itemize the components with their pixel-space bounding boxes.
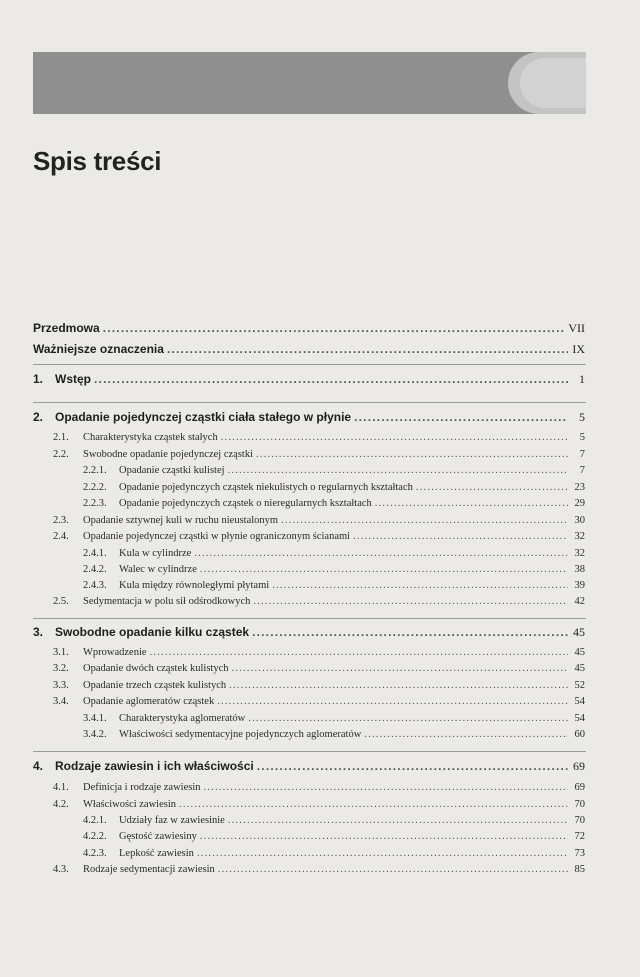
toc-leader-dots — [257, 759, 568, 773]
toc-entry-page: 42 — [574, 596, 585, 607]
toc-entry-page: 45 — [573, 625, 585, 639]
toc-entry-number: 3.1. — [53, 647, 69, 658]
toc-entry-page: 73 — [574, 848, 585, 859]
section-divider — [33, 364, 586, 365]
toc-entry-title: Właściwości sedymentacyjne pojedynczych aglomeratów — [119, 729, 362, 740]
toc-entry-number: 2.2.3. — [83, 498, 107, 509]
toc-entry-title: Opadanie dwóch cząstek kulistych — [83, 663, 229, 674]
toc-entry-page: 85 — [574, 864, 585, 875]
toc-leader-dots — [354, 410, 568, 424]
header-band-edge — [520, 58, 586, 108]
toc-entry-title: Wprowadzenie — [83, 647, 147, 658]
toc-leader-dots — [221, 432, 568, 443]
toc-entry-number: 4.2.1. — [83, 815, 107, 826]
toc-entry[interactable] — [33, 625, 585, 640]
toc-leader-dots — [103, 321, 566, 335]
toc-entry[interactable] — [33, 498, 585, 509]
toc-entry[interactable] — [33, 342, 585, 357]
section-divider — [33, 751, 586, 752]
toc-entry-page: 72 — [574, 831, 585, 842]
toc-leader-dots — [416, 482, 568, 493]
toc-entry-page: 39 — [574, 580, 585, 591]
toc-entry[interactable] — [33, 410, 585, 425]
toc-entry-page: 54 — [574, 696, 585, 707]
toc-entry-title: Rodzaje zawiesin i ich właściwości — [55, 759, 254, 773]
toc-entry[interactable] — [33, 548, 585, 559]
toc-leader-dots — [94, 372, 568, 386]
toc-entry[interactable] — [33, 482, 585, 493]
toc-entry-number: 2.2.2. — [83, 482, 107, 493]
toc-entry-title: Opadanie pojedynczych cząstek niekulistych o regularnych kształtach — [119, 482, 413, 493]
toc-leader-dots — [150, 647, 568, 658]
toc-entry[interactable] — [33, 515, 585, 526]
toc-entry-title: Charakterystyka cząstek stałych — [83, 432, 218, 443]
toc-entry-page: 52 — [574, 680, 585, 691]
toc-entry-title: Sedymentacja w polu sił odśrodkowych — [83, 596, 251, 607]
toc-entry[interactable] — [33, 663, 585, 674]
toc-entry-page: 69 — [574, 782, 585, 793]
toc-entry-page: 1 — [579, 372, 585, 386]
toc-leader-dots — [353, 531, 568, 542]
toc-entry-title: Udziały faz w zawiesinie — [119, 815, 225, 826]
toc-entry[interactable] — [33, 831, 585, 842]
toc-entry-title: Wstęp — [55, 372, 91, 386]
page-title: Spis treści — [33, 146, 162, 176]
toc-entry-title: Kula w cylindrze — [119, 548, 192, 559]
toc-entry-title: Definicja i rodzaje zawiesin — [83, 782, 201, 793]
toc-entry-title: Gęstość zawiesiny — [119, 831, 197, 842]
toc-entry[interactable] — [33, 729, 585, 740]
toc-entry[interactable] — [33, 759, 585, 774]
toc-entry-page: 23 — [574, 482, 585, 493]
toc-leader-dots — [253, 596, 568, 607]
toc-entry-title: Opadanie cząstki kulistej — [119, 465, 225, 476]
toc-entry-number: 2.2.1. — [83, 465, 107, 476]
toc-entry[interactable] — [33, 680, 585, 691]
toc-entry-page: 38 — [574, 564, 585, 575]
toc-entry[interactable] — [33, 647, 585, 658]
toc-leader-dots — [228, 465, 568, 476]
toc-entry-page: 5 — [579, 410, 585, 424]
toc-entry[interactable] — [33, 564, 585, 575]
toc-entry-page: 5 — [579, 432, 585, 443]
toc-entry[interactable] — [33, 372, 585, 387]
toc-entry-number: 4.2. — [53, 799, 69, 810]
toc-entry-number: 1. — [33, 372, 44, 386]
toc-entry[interactable] — [33, 321, 585, 336]
toc-entry-number: 2.4. — [53, 531, 69, 542]
toc-leader-dots — [364, 729, 568, 740]
toc-leader-dots — [200, 831, 568, 842]
toc-entry-page: 69 — [573, 759, 585, 773]
toc-entry-title: Lepkość zawiesin — [119, 848, 194, 859]
toc-entry-page: 30 — [574, 515, 585, 526]
toc-entry-number: 2.3. — [53, 515, 69, 526]
toc-entry-title: Opadanie pojedynczej cząstki ciała stałego w płynie — [55, 410, 352, 424]
toc-leader-dots — [229, 680, 568, 691]
toc-entry-number: 3.4.1. — [83, 713, 107, 724]
toc-entry[interactable] — [33, 782, 585, 793]
toc-entry-title: Walec w cylindrze — [119, 564, 197, 575]
toc-entry-page: 70 — [574, 815, 585, 826]
toc-entry-page: 32 — [574, 548, 585, 559]
toc-leader-dots — [203, 782, 568, 793]
toc-entry-number: 3.3. — [53, 680, 69, 691]
section-divider — [33, 402, 586, 403]
toc-entry[interactable] — [33, 432, 585, 443]
toc-leader-dots — [197, 848, 568, 859]
toc-entry[interactable] — [33, 580, 585, 591]
toc-entry-number: 3.4.2. — [83, 729, 107, 740]
toc-leader-dots — [200, 564, 568, 575]
toc-entry-title: Opadanie pojedynczych cząstek o nieregularnych kształtach — [119, 498, 372, 509]
toc-leader-dots — [167, 342, 568, 356]
toc-entry-page: 29 — [574, 498, 585, 509]
toc-entry-page: 32 — [574, 531, 585, 542]
toc-entry-number: 4. — [33, 759, 44, 773]
toc-entry-page: 7 — [579, 449, 585, 460]
toc-entry-title: Swobodne opadanie kilku cząstek — [55, 625, 250, 639]
toc-entry-page: 7 — [579, 465, 585, 476]
toc-entry-number: 2.4.1. — [83, 548, 107, 559]
toc-entry[interactable] — [33, 864, 585, 875]
toc-entry-title: Charakterystyka aglomeratów — [119, 713, 246, 724]
toc-entry[interactable] — [33, 465, 585, 476]
header-band — [33, 52, 586, 114]
toc-entry-title: Opadanie pojedynczej cząstki w płynie ograniczonym ścianami — [83, 531, 351, 542]
toc-leader-dots — [248, 713, 568, 724]
toc-entry-number: 2.4.3. — [83, 580, 107, 591]
toc-entry-number: 4.2.3. — [83, 848, 107, 859]
toc-leader-dots — [272, 580, 568, 591]
toc-leader-dots — [218, 864, 568, 875]
toc-entry-page: 45 — [574, 647, 585, 658]
toc-leader-dots — [179, 799, 568, 810]
toc-entry[interactable] — [33, 799, 585, 810]
toc-entry-number: 4.1. — [53, 782, 69, 793]
toc-entry-number: 4.3. — [53, 864, 69, 875]
toc-entry-title: Opadanie sztywnej kuli w ruchu nieustalonym — [83, 515, 279, 526]
toc-entry-page: 60 — [574, 729, 585, 740]
toc-entry-number: 3.4. — [53, 696, 69, 707]
toc-entry-title: Ważniejsze oznaczenia — [33, 342, 164, 356]
toc-entry-title: Rodzaje sedymentacji zawiesin — [83, 864, 215, 875]
toc-entry-number: 2. — [33, 410, 44, 424]
toc-entry-page: 70 — [574, 799, 585, 810]
section-divider — [33, 618, 586, 619]
toc-entry-number: 3.2. — [53, 663, 69, 674]
toc-entry-title: Kula między równoległymi płytami — [119, 580, 270, 591]
toc-entry[interactable] — [33, 815, 585, 826]
toc-entry[interactable] — [33, 596, 585, 607]
toc-leader-dots — [194, 548, 568, 559]
toc-leader-dots — [256, 449, 568, 460]
toc-entry[interactable] — [33, 848, 585, 859]
toc-entry[interactable] — [33, 531, 585, 542]
toc-leader-dots — [228, 815, 568, 826]
toc-entry[interactable] — [33, 449, 585, 460]
toc-entry-title: Właściwości zawiesin — [83, 799, 177, 810]
toc-entry-number: 2.1. — [53, 432, 69, 443]
toc-entry-number: 4.2.2. — [83, 831, 107, 842]
toc-entry-title: Swobodne opadanie pojedynczej cząstki — [83, 449, 253, 460]
toc-entry-page: 45 — [574, 663, 585, 674]
toc-entry-title: Opadanie trzech cząstek kulistych — [83, 680, 227, 691]
toc-leader-dots — [217, 696, 568, 707]
toc-entry[interactable] — [33, 696, 585, 707]
toc-entry-number: 2.4.2. — [83, 564, 107, 575]
toc-entry-number: 2.2. — [53, 449, 69, 460]
toc-leader-dots — [232, 663, 569, 674]
toc-entry-title: Opadanie aglomeratów cząstek — [83, 696, 215, 707]
toc-leader-dots — [281, 515, 568, 526]
toc-entry-page: IX — [572, 342, 585, 356]
toc-entry-page: 54 — [574, 713, 585, 724]
toc-entry-number: 3. — [33, 625, 44, 639]
toc-leader-dots — [375, 498, 568, 509]
toc-leader-dots — [252, 625, 568, 639]
toc-entry-title: Przedmowa — [33, 321, 100, 335]
toc-entry-number: 2.5. — [53, 596, 69, 607]
toc-entry[interactable] — [33, 713, 585, 724]
toc-entry-page: VII — [568, 321, 585, 335]
